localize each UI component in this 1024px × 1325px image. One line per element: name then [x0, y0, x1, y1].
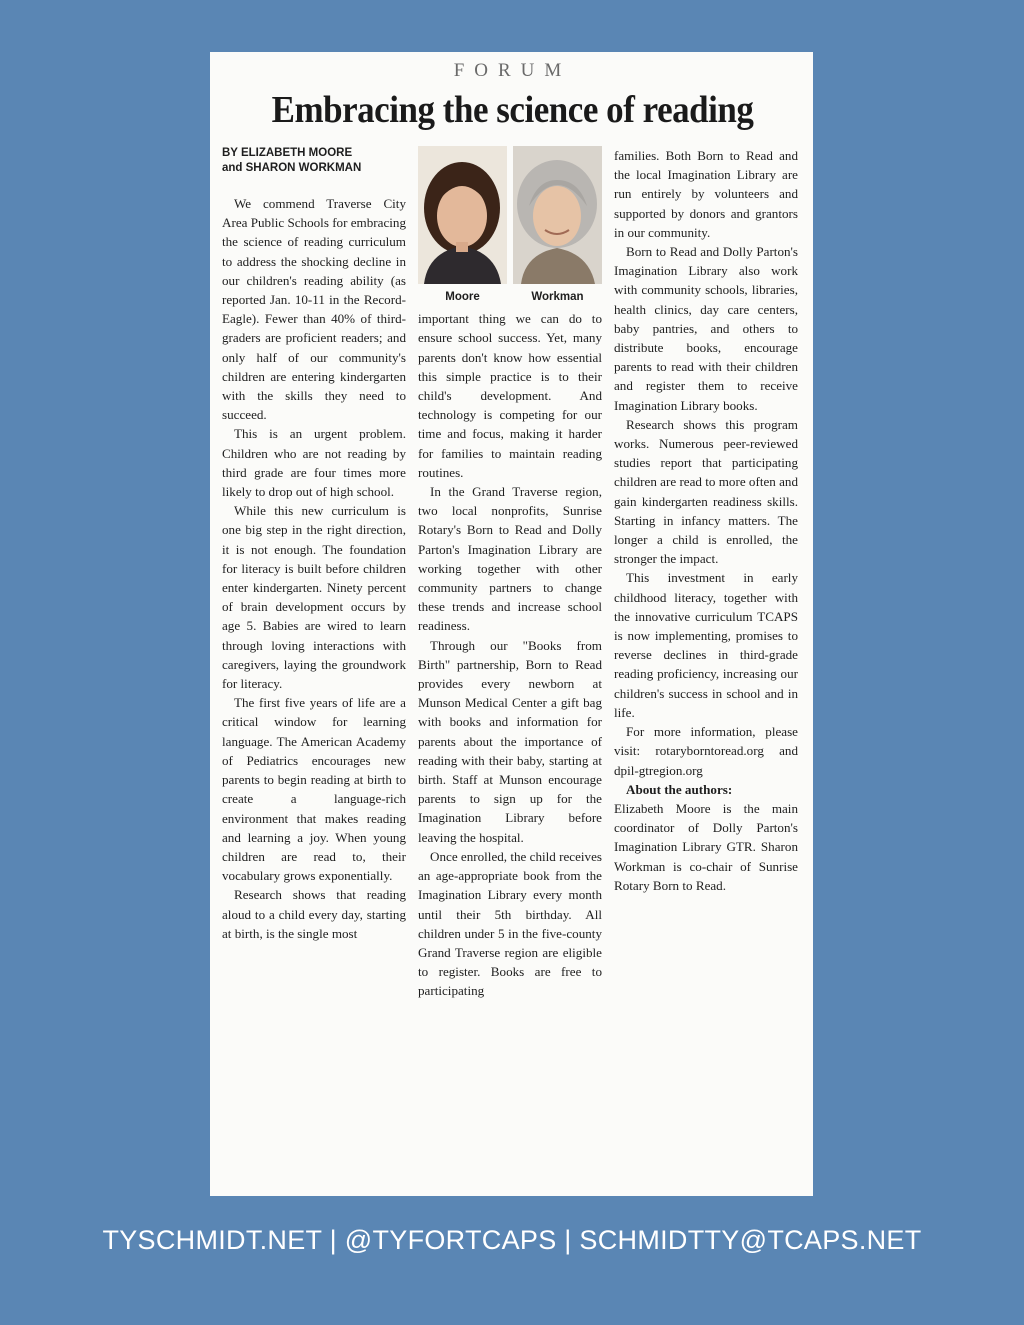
photo-workman	[513, 146, 602, 307]
section-label: FORUM	[453, 60, 572, 81]
workman-portrait-image	[513, 146, 602, 284]
photo-moore	[418, 146, 507, 307]
about-authors	[614, 780, 798, 799]
photo-caption-moore: Moore	[445, 291, 480, 303]
byline-line-1: BY ELIZABETH MOORE	[222, 147, 353, 159]
paragraph: The first five years of life are a critical window for learning language. The American Academy of Pediatrics encourages new parents to begin reading at birth to create a language-rich environment that makes reading and learning a joy. When young children are read to, their vocabulary grows exponentially.	[222, 695, 406, 884]
paragraph: families. Both Born to Read and the local Imagination Library are run entirely by volunteers and supported by donors and grantors in our community.	[614, 148, 798, 240]
paragraph: In the Grand Traverse region, two local nonprofits, Sunrise Rotary's Born to Read and Dolly Parton's Imagination Library are working together with other community partners to change these trends and increase school readiness.	[418, 484, 602, 634]
byline-line-2: and SHARON WORKMAN	[222, 162, 362, 174]
paragraph: Research shows this program works. Numerous peer-reviewed studies report that participating children are read to more often and gain kindergarten readiness skills. Starting in infancy matters. The longer a child is enrolled, the stronger the impact.	[614, 416, 798, 567]
headline: Embracing the science of reading	[271, 89, 754, 131]
column-2	[418, 146, 602, 1001]
about-authors-heading: About the authors:	[626, 781, 733, 797]
paragraph: We commend Traverse City Area Public Schools for embracing the science of reading curriculum to address the shocking decline in our children's reading ability (as reported Jan. 10-11 in the Record-Eagle). Fewer than 40% of third-graders are proficient readers; and only half of our community's children are entering kindergarten with the skills they need to succeed.	[222, 196, 406, 423]
newspaper-clipping	[210, 52, 813, 1196]
about-authors-text: Elizabeth Moore is the main coordinator of Dolly Parton's Imagination Library GTR. Sharon Workman is co-chair of Sunrise Rotary Born to Read.	[614, 800, 798, 893]
column-3	[614, 146, 798, 1001]
paragraph: important thing we can do to ensure school success. Yet, many parents don't know how essential this simple practice is to their child's development. And technology is competing for our time and focus, making it harder for families to maintain reading routines.	[418, 311, 602, 480]
moore-portrait-image	[418, 146, 507, 284]
byline	[222, 146, 406, 176]
paragraph: For more information, please visit: rotaryborntoread.org and dpil-gtregion.org	[614, 724, 798, 778]
paragraph: Born to Read and Dolly Parton's Imagination Library also work with community schools, libraries, health clinics, day care centers, baby pantries, and others to distribute books, encourage parents to read with their children and register them to receive Imagination Library books.	[614, 244, 798, 413]
article-columns	[222, 146, 803, 1001]
photo-caption-workman: Workman	[531, 291, 584, 303]
column-1	[222, 146, 406, 1001]
paragraph: Through our "Books from Birth" partnership, Born to Read provides every newborn at Munson Medical Center a gift bag with books and information for parents about the importance of reading with their baby, starting at birth. Staff at Munson encourage parents to sign up for the Imagination Library before leaving the hospital.	[418, 637, 602, 845]
author-photos	[418, 146, 602, 307]
paragraph: Research shows that reading aloud to a child every day, starting at birth, is the single most	[222, 887, 406, 941]
footer-contact: TYSCHMIDT.NET | @TYFORTCAPS | SCHMIDTTY@TCAPS.NET	[102, 1225, 922, 1255]
paragraph: Once enrolled, the child receives an age-appropriate book from the Imagination Library every month until their 5th birthday. All children under 5 in the five-county Grand Traverse region are eligible to register. Books are free to participating	[418, 848, 602, 999]
paragraph: This is an urgent problem. Children who are not reading by third grade are four times more likely to drop out of high school.	[222, 426, 406, 500]
paragraph: This investment in early childhood literacy, together with the innovative curriculum TCAPS is now implementing, promises to reverse declines in third-grade reading proficiency, increasing our children's success in school and in life.	[614, 570, 798, 720]
paragraph: While this new curriculum is one big step in the right direction, it is not enough. The foundation for literacy is built before children enter kindergarten. Ninety percent of brain development occurs by age 5. Babies are wired to learn through loving interactions with caregivers, laying the groundwork for literacy.	[222, 503, 406, 692]
